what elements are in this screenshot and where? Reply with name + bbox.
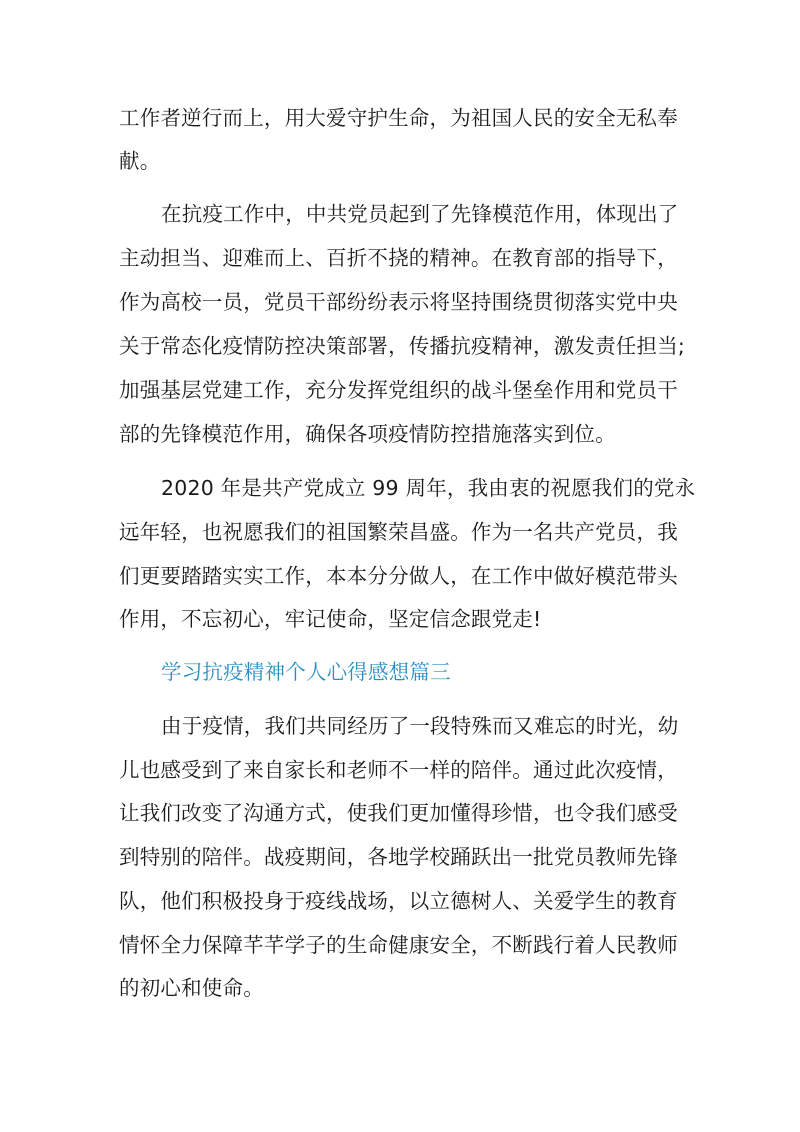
- section-heading: 学习抗疫精神个人心得感想篇三: [161, 660, 451, 684]
- text-line: 加强基层党建工作，充分发挥党组织的战斗堡垒作用和党员干: [119, 378, 678, 402]
- text-line: 主动担当、迎难而上、百折不挠的精神。在教育部的指导下，: [119, 246, 678, 270]
- text-line: 作用，不忘初心，牢记使命，坚定信念跟党走!: [119, 607, 542, 631]
- text-line: 作为高校一员，党员干部纷纷表示将坚持围绕贯彻落实党中央: [119, 290, 678, 314]
- text-line: 部的先锋模范作用，确保各项疫情防控措施落实到位。: [119, 422, 616, 446]
- text-line: 远年轻，也祝愿我们的祖国繁荣昌盛。作为一名共产党员，我: [119, 520, 678, 544]
- text-line: 到特别的陪伴。战疫期间，各地学校踊跃出一批党员教师先锋: [119, 845, 678, 869]
- text-line: 关于常态化疫情防控决策部署，传播抗疫精神，激发责任担当;: [119, 334, 686, 358]
- text-line: 在抗疫工作中，中共党员起到了先锋模范作用，体现出了: [161, 202, 679, 226]
- text-line: 们更要踏踏实实工作，本本分分做人，在工作中做好模范带头: [119, 564, 678, 588]
- text-line: 的初心和使命。: [119, 976, 264, 1000]
- text-line: 情怀全力保障芊芊学子的生命健康安全，不断践行着人民教师: [119, 933, 678, 957]
- text-line: 由于疫情，我们共同经历了一段特殊而又难忘的时光，幼: [161, 714, 679, 738]
- text-line: 让我们改变了沟通方式，使我们更加懂得珍惜，也令我们感受: [119, 801, 678, 825]
- text-line: 儿也感受到了来自家长和老师不一样的陪伴。通过此次疫情，: [119, 758, 678, 782]
- text-line: 工作者逆行而上，用大爱守护生命，为祖国人民的安全无私奉: [119, 106, 678, 130]
- text-line: 队，他们积极投身于疫线战场，以立德树人、关爱学生的教育: [119, 889, 678, 913]
- text-line: 献。: [119, 149, 161, 173]
- text-line: 2020 年是共产党成立 99 周年，我由衷的祝愿我们的党永: [161, 476, 696, 500]
